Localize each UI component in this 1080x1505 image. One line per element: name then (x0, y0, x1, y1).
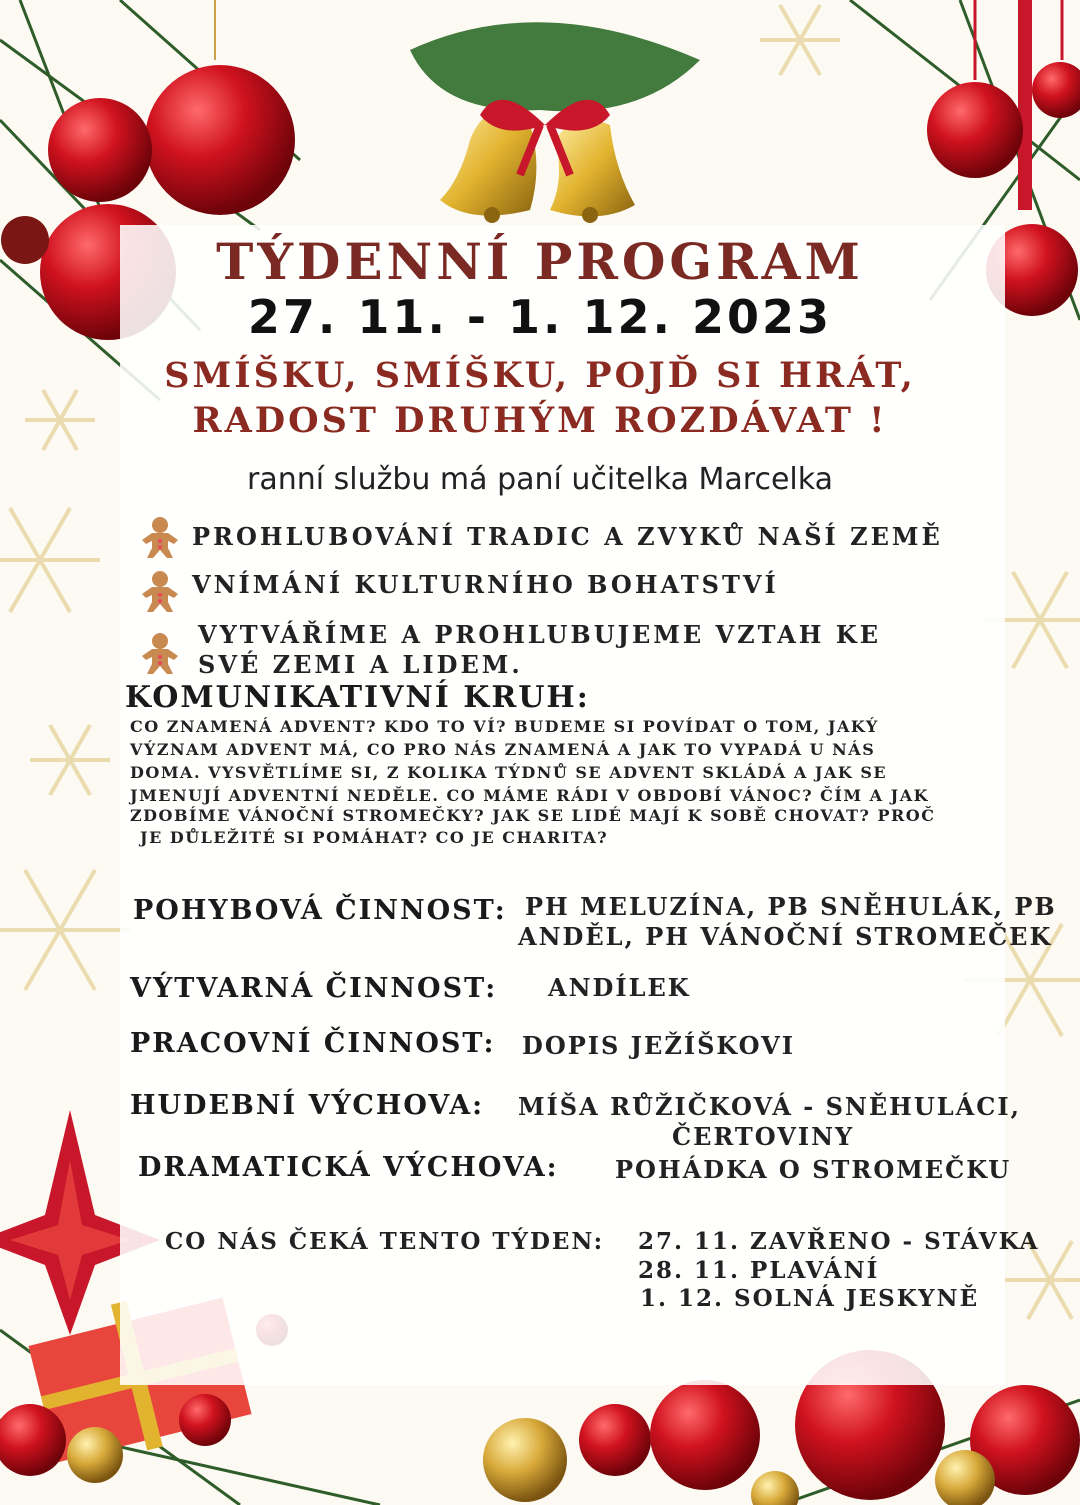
motto-line: SMÍŠKU, SMÍŠKU, POJĎ SI HRÁT, (164, 355, 916, 396)
gingerbread-man-icon (140, 632, 180, 676)
content-panel (120, 225, 1005, 1385)
circle-text-line: DOMA. VYSVĚTLÍME SI, Z KOLIKA TÝDNŮ SE ADVENT SKLÁDÁ A JAK SE (130, 763, 888, 782)
activity-label: HUDEBNÍ VÝCHOVA: (130, 1090, 485, 1121)
week-event: 28. 11. PLAVÁNÍ (638, 1257, 880, 1284)
goal-text: SVÉ ZEMI A LIDEM. (198, 650, 523, 679)
activity-value: POHÁDKA O STROMEČKU (615, 1155, 1012, 1184)
circle-text-line: VÝZNAM ADVENT MÁ, CO PRO NÁS ZNAMENÁ A JAK TO VYPADÁ U NÁS (130, 740, 876, 759)
activity-label: DRAMATICKÁ VÝCHOVA: (138, 1152, 559, 1183)
morning-service-note: ranní službu má paní učitelka Marcelka (246, 462, 833, 497)
goal-text: PROHLUBOVÁNÍ TRADIC A ZVYKŮ NAŠÍ ZEMĚ (192, 522, 943, 551)
activity-value: MÍŠA RŮŽIČKOVÁ - SNĚHULÁCI, (518, 1092, 1021, 1121)
circle-heading: KOMUNIKATIVNÍ KRUH: (125, 680, 590, 715)
circle-text-line: ZDOBÍME VÁNOČNÍ STROMEČKY? JAK SE LIDÉ MAJÍ K SOBĚ CHOVAT? PROČ (130, 806, 936, 825)
circle-text-line: JE DŮLEŽITÉ SI POMÁHAT? CO JE CHARITA? (140, 828, 609, 847)
motto-line: RADOST DRUHÝM ROZDÁVAT ! (192, 400, 888, 441)
activity-value: ČERTOVINY (672, 1122, 855, 1151)
goal-text: VNÍMÁNÍ KULTURNÍHO BOHATSTVÍ (192, 570, 779, 599)
week-event: 27. 11. ZAVŘENO - STÁVKA (638, 1228, 1040, 1255)
week-event: 1. 12. SOLNÁ JESKYNĚ (640, 1285, 980, 1312)
activity-label: POHYBOVÁ ČINNOST: (133, 895, 507, 926)
page-title: TÝDENNÍ PROGRAM (216, 232, 864, 291)
activity-label: PRACOVNÍ ČINNOST: (130, 1028, 496, 1059)
gingerbread-man-icon (140, 570, 180, 614)
gingerbread-man-icon (140, 516, 180, 560)
activity-value: PH MELUZÍNA, PB SNĚHULÁK, PB (525, 892, 1057, 921)
bell-icon (410, 22, 700, 223)
goal-text: VYTVÁŘÍME A PROHLUBUJEME VZTAH KE (198, 620, 881, 649)
circle-text-line: JMENUJÍ ADVENTNÍ NEDĚLE. CO MÁME RÁDI V OBDOBÍ VÁNOC? ČÍM A JAK (130, 786, 930, 805)
activity-value: ANDÍLEK (548, 973, 691, 1002)
date-range: 27. 11. - 1. 12. 2023 (247, 290, 833, 344)
activity-value: ANDĚL, PH VÁNOČNÍ STROMEČEK (518, 922, 1053, 951)
circle-text-line: CO ZNAMENÁ ADVENT? KDO TO VÍ? BUDEME SI POVÍDAT O TOM, JAKÝ (130, 717, 879, 736)
activity-label: VÝTVARNÁ ČINNOST: (130, 973, 498, 1004)
activity-value: DOPIS JEŽÍŠKOVI (522, 1031, 795, 1060)
week-label: CO NÁS ČEKÁ TENTO TÝDEN: (165, 1228, 605, 1255)
